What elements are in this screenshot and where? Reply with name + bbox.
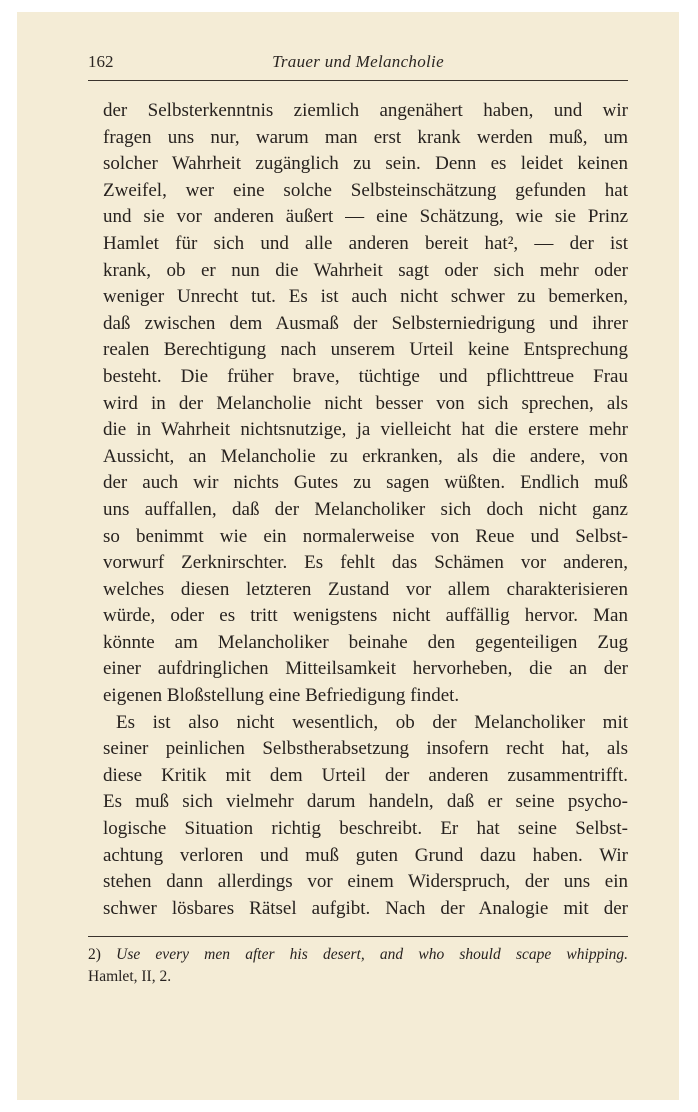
text-line: die in Wahrheit nichtsnutzige, ja vielleicht hat die erstere mehr xyxy=(103,419,628,441)
footnote xyxy=(88,944,628,988)
text-line: krank, ob er nun die Wahrheit sagt oder sich mehr oder xyxy=(103,259,628,281)
text-line: seiner peinlichen Selbstherabsetzung insofern recht hat, als xyxy=(103,738,628,760)
footnote-quote: Use every men after his desert, and who should scape whipping. xyxy=(116,946,629,963)
text-line: weniger Unrecht tut. Es ist auch nicht schwer zu bemerken, xyxy=(103,286,628,308)
text-line: Es muß sich vielmehr darum handeln, daß er seine psycho- xyxy=(103,791,628,813)
text-line: eigenen Bloßstellung eine Befriedigung findet. xyxy=(103,685,460,707)
text-line: Es ist also nicht wesentlich, ob der Melancholiker mit xyxy=(116,711,628,733)
text-line: Hamlet für sich und alle anderen bereit hat², — der ist xyxy=(103,232,628,254)
text-line: und sie vor anderen äußert — eine Schätzung, wie sie Prinz xyxy=(103,206,628,228)
running-title: Trauer und Melancholie xyxy=(272,52,444,71)
header-rule xyxy=(88,80,628,81)
text-line: könnte am Melancholiker beinahe den gegenteiligen Zug xyxy=(103,631,628,653)
text-line: besteht. Die früher brave, tüchtige und pflichttreue Frau xyxy=(103,365,628,387)
text-line: realen Berechtigung nach unserem Urteil keine Entsprechung xyxy=(103,339,628,361)
text-line: daß zwischen dem Ausmaß der Selbsterniedrigung und ihrer xyxy=(103,312,628,334)
footnote-rule xyxy=(88,936,628,937)
text-line: der Selbsterkenntnis ziemlich angenähert haben, und wir xyxy=(103,100,628,121)
text-line: Aussicht, an Melancholie zu erkranken, als die andere, von xyxy=(103,445,628,467)
page-number: 162 xyxy=(88,52,114,71)
text-line: der auch wir nichts Gutes zu sagen wüßten. Endlich muß xyxy=(103,472,628,494)
text-line: würde, oder es tritt wenigstens nicht auffällig hervor. Man xyxy=(103,605,628,627)
text-line: welches diesen letzteren Zustand vor allem charakterisieren xyxy=(103,578,628,600)
footnote-line xyxy=(88,944,628,966)
body-text xyxy=(103,98,628,922)
text-line: wird in der Melancholie nicht besser von sich sprechen, als xyxy=(103,392,628,414)
page-header xyxy=(88,52,628,76)
text-line: logische Situation richtig beschreibt. Er hat seine Selbst- xyxy=(103,818,628,840)
text-line: uns auffallen, daß der Melancholiker sich doch nicht ganz xyxy=(103,498,628,520)
text-line: achtung verloren und muß guten Grund dazu haben. Wir xyxy=(103,844,628,866)
text-line: vorwurf Zerknirschter. Es fehlt das Schämen vor anderen, xyxy=(103,552,628,574)
text-line: einer aufdringlichen Mitteilsamkeit hervorheben, die an der xyxy=(103,658,628,680)
text-line: solcher Wahrheit zugänglich zu sein. Denn es leidet keinen xyxy=(103,153,628,175)
text-line: schwer lösbares Rätsel aufgibt. Nach der Analogie mit der xyxy=(103,897,628,919)
footnote-source: Hamlet, II, 2. xyxy=(88,968,172,985)
text-line: stehen dann allerdings vor einem Widerspruch, der uns ein xyxy=(103,871,628,893)
text-line: fragen uns nur, warum man erst krank werden muß, um xyxy=(103,126,628,148)
text-line: diese Kritik mit dem Urteil der anderen zusammentrifft. xyxy=(103,764,628,786)
text-line: Zweifel, wer eine solche Selbsteinschätzung gefunden hat xyxy=(103,179,628,201)
footnote-number: 2) xyxy=(88,946,101,963)
text-line: so benimmt wie ein normalerweise von Reue und Selbst- xyxy=(103,525,628,547)
